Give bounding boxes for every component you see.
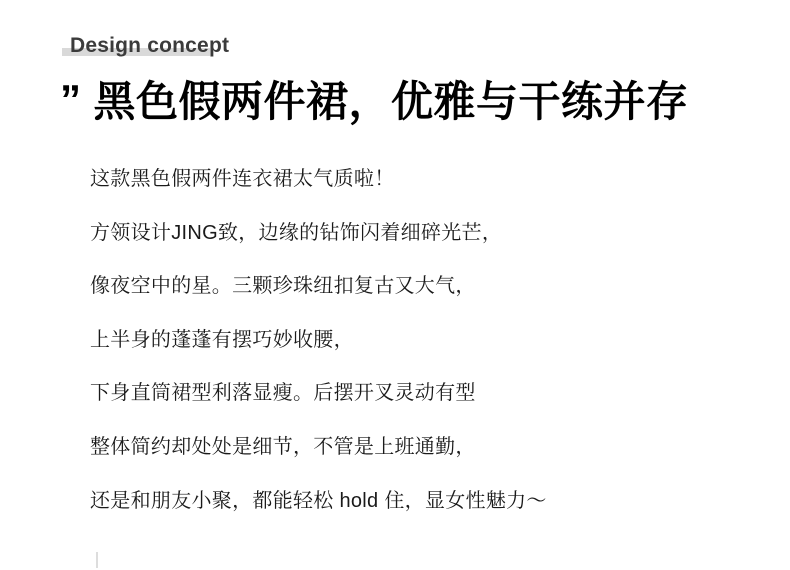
next-section-tick bbox=[96, 552, 98, 568]
paragraph-line: 下身直筒裙型利落显瘦。后摆开叉灵动有型 bbox=[90, 382, 476, 405]
paragraph-line: 整体简约却处处是细节，不管是上班通勤， bbox=[90, 435, 476, 458]
section-label bbox=[62, 34, 229, 60]
paragraph-line: 像夜空中的星。三颗珍珠纽扣复古又大气， bbox=[90, 275, 476, 298]
page-title bbox=[60, 77, 689, 127]
page-title-text: 黑色假两件裙，优雅与干练并存 bbox=[93, 78, 689, 125]
paragraph-line: 这款黑色假两件连衣裙太气质啦！ bbox=[90, 168, 395, 190]
section-label-text: Design concept bbox=[70, 34, 230, 57]
paragraph-line: 上半身的蓬蓬有摆巧妙收腰， bbox=[90, 328, 354, 351]
paragraph-line: 还是和朋友小聚，都能轻松 hold 住，显女性魅力～ bbox=[90, 489, 547, 512]
description-paragraphs bbox=[90, 153, 740, 528]
quote-mark: ” bbox=[60, 76, 82, 123]
paragraph-line: 方领设计JING致，边缘的钻饰闪着细碎光芒， bbox=[90, 221, 503, 244]
